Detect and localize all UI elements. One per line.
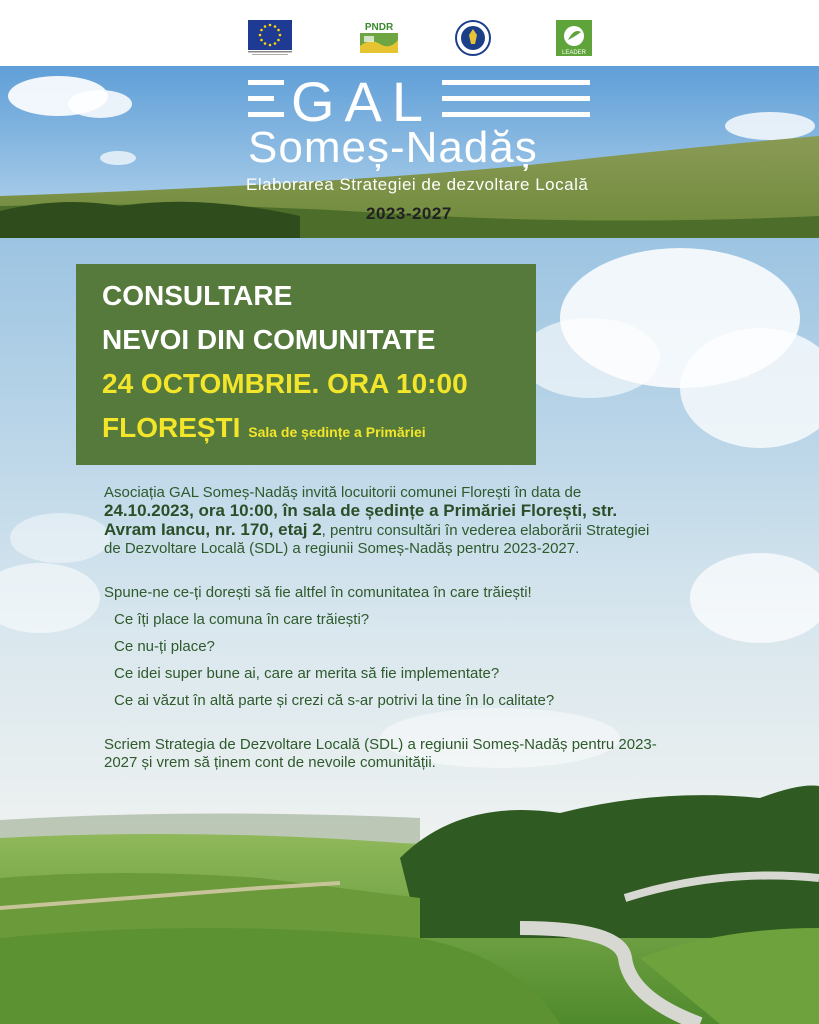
title-line — [248, 96, 274, 101]
title-line — [442, 80, 590, 85]
question-item: Ce îți place la comuna în care trăiești? — [114, 611, 370, 628]
title-line — [442, 112, 590, 117]
prompt-line: Spune-ne ce-ți dorești să fie altfel în comunitatea în care trăiești! — [104, 584, 532, 601]
question-item: Ce nu-ți place? — [114, 638, 215, 655]
question-item: Ce ai văzut în altă parte și crezi că s-ar potrivi la tine în lo calitate? — [114, 692, 555, 709]
question-item: Ce idei super bune ai, care ar merita să fie implementate? — [114, 665, 500, 682]
outro-paragraph: Scriem Strategia de Dezvoltare Locală (SDL) a regiunii Someș-Nadăș pentru 2023-2027 și vrem să ținem cont de nevoile comunității. — [104, 736, 657, 771]
event-datetime: 24 OCTOMBRIE. ORA 10:00 — [102, 368, 468, 399]
title-line — [442, 96, 590, 101]
title-line — [248, 112, 284, 117]
pndr-logo-text: PNDR — [364, 22, 394, 33]
consultation-box — [76, 264, 536, 465]
event-place: FLOREȘTI — [102, 412, 241, 443]
event-room: Sala de ședințe a Primăriei — [248, 424, 426, 440]
gal-tagline: Elaborarea Strategiei de dezvoltare Locală — [246, 175, 589, 194]
event-subheading: NEVOI DIN COMUNITATE — [102, 324, 436, 355]
gal-years: 2023-2027 — [366, 204, 452, 223]
intro-paragraph — [104, 484, 664, 558]
romanian-gov-icon — [455, 20, 491, 56]
intro-text: Asociația GAL Someș-Nadăș invită locuitorii comunei Florești în data de — [104, 484, 582, 501]
pndr-logo — [358, 20, 400, 56]
title-line — [248, 80, 284, 85]
leader-logo — [556, 20, 592, 56]
gal-title: GAL — [291, 70, 434, 133]
leader-logo-text: LEADER — [561, 50, 587, 56]
eu-flag-icon — [248, 20, 292, 56]
event-location — [102, 406, 536, 454]
gal-subtitle: Someș-Nadăș — [248, 123, 538, 172]
header-banner — [0, 66, 819, 238]
intro-bold-details: 24.10.2023, ora 10:00, în sala de ședințe a Primăriei Florești, str. Avram Iancu, nr. 170, etaj 2 — [104, 501, 618, 539]
invitation-text — [104, 484, 664, 772]
intro-text-end: , pentru consultări în vederea elaborării Strategiei de Dezvoltare Locală (SDL) a regiunii Someș-Nadăș pentru 2023-2027. — [104, 522, 650, 557]
logo-strip — [0, 0, 819, 66]
event-heading: CONSULTARE — [102, 280, 293, 311]
